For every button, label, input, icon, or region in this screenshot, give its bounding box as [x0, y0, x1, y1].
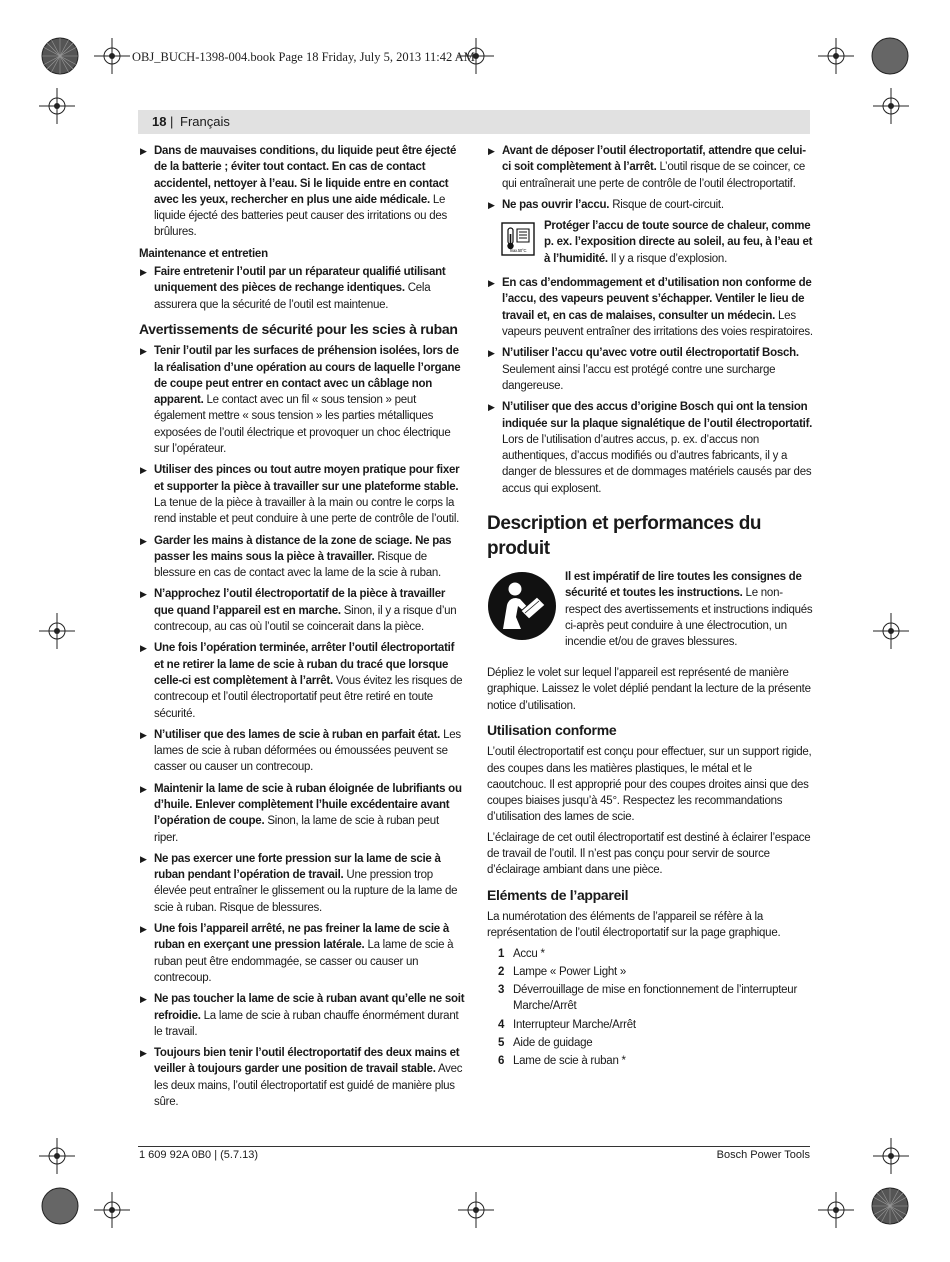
- book-file-header: OBJ_BUCH-1398-004.book Page 18 Friday, July 5, 2013 11:42 AM: [132, 50, 475, 64]
- bullet-arrow-icon: ▶: [488, 199, 495, 210]
- warning-bullet: ▶ Dans de mauvaises conditions, du liquide peut être éjecté de la batterie ; éviter tout contact. En cas de contact accidentel, nettoyer à l’eau. Si le liquide entre en contact avec les yeux, rechercher en plus une aide médicale. Le liquide éjecté des batteries peut causer des irritations ou des brûlures.: [140, 145, 457, 239]
- warning-bullet: ▶ N’utiliser que des lames de scie à ruban en parfait état. Les lames de scie à ruban déformées ou émoussées peuvent se casser ou causer un contrecoup.: [140, 728, 461, 774]
- crop-mark-top-right-disc: [870, 36, 910, 76]
- warning-bullet: ▶ Ne pas exercer une forte pression sur la lame de scie à ruban pendant l’opération de travail. Une pression trop élevée peut entraîner le glissement ou la rupture de la lame de scie à ruban. Risque de blessures.: [140, 852, 458, 914]
- crosshair-mark-left-2: [39, 613, 75, 649]
- warning-bullet: ▶ Utiliser des pinces ou tout autre moyen pratique pour fixer et supporter la pièce à travailler sur une plateforme stable. La tenue de la pièce à travailler à la main ou contre le corps la rend instable et peut conduire à une perte de contrôle de l’outil.: [140, 464, 460, 526]
- crosshair-mark-top-3: [818, 38, 854, 74]
- heat-icon-label: max.50°C: [509, 248, 527, 254]
- bullet-arrow-icon: ▶: [140, 994, 147, 1005]
- page-language: Français: [180, 114, 230, 129]
- warning-bullet: ▶ Faire entretenir l’outil par un réparateur qualifié utilisant uniquement des pièces de rechange identiques. Cela assurera que la sécurité de l’outil est maintenue.: [140, 266, 446, 311]
- bullet-arrow-icon: ▶: [140, 465, 147, 476]
- fold-out-paragraph: Dépliez le volet sur lequel l’appareil est représenté de manière graphique. Laissez le volet déplié pendant la lecture de la présente notice d’utilisation.: [487, 667, 811, 712]
- product-features-heading: Eléments de l’appareil: [487, 886, 629, 903]
- warning-bullet: ▶ Garder les mains à distance de la zone de sciage. Ne pas passer les mains sous la pièce à travailler. Risque de blessure en cas de contact avec la lame de la scie à ruban.: [140, 534, 452, 580]
- list-item: 5 Aide de guidage: [498, 1036, 593, 1049]
- warning-bullet: ▶ Ne pas toucher la lame de scie à ruban avant qu’elle ne soit refroidie. La lame de scie à ruban chauffe énormément durant le travail.: [140, 993, 465, 1038]
- read-manual-icon: [487, 571, 557, 641]
- bullet-arrow-icon: ▶: [488, 278, 495, 289]
- read-instructions-block: Il est impératif de lire toutes les consignes de sécurité et toutes les instructions. Le non-respect des avertissements et instructions indiqués ci-après peut conduire à une électrocution, un incendie et/ou de graves blessures.: [487, 569, 813, 659]
- crosshair-mark-right-1: [873, 88, 909, 124]
- intended-use-paragraph: L’outil électroportatif est conçu pour effectuer, sur un support rigide, des coupes dans les matières plastiques, le métal et le caoutchouc. Il est approprié pour des coupes droites ainsi que des coupes biaises jusqu’à 45°. Respectez les recommandations d’utilisation des lames de scie.: [487, 746, 812, 824]
- footer-divider: [138, 1146, 810, 1147]
- footer-brand: Bosch Power Tools: [716, 1149, 810, 1161]
- bullet-arrow-icon: ▶: [140, 729, 147, 740]
- list-item: 1 Accu *: [498, 947, 545, 960]
- warning-bullet: ▶ N’approchez l’outil électroportatif de la pièce à travailler que quand l’appareil est en marche. Sinon, il y a risque d’un contrecoup, au cas où l’outil se coincerait dans la pièce.: [140, 588, 457, 634]
- crosshair-mark-right-2: [873, 613, 909, 649]
- warning-bullet: ▶ N’utiliser l’accu qu’avec votre outil électroportatif Bosch. Seulement ainsi l’accu est protégé contre une surcharge dangereuse.: [488, 347, 799, 392]
- bandsaw-safety-heading: Avertissements de sécurité pour les scies à ruban: [139, 320, 458, 337]
- lighting-paragraph: L’éclairage de cet outil électroportatif est destiné à éclairer l’espace de travail de l’outil. Il n’est pas conçu pour servir de source d’éclairage ambiant dans une pièce.: [487, 831, 811, 877]
- bullet-arrow-icon: ▶: [140, 589, 147, 600]
- left-column: [139, 143, 465, 1115]
- crosshair-mark-left-3: [39, 1138, 75, 1174]
- bullet-arrow-icon: ▶: [488, 146, 495, 156]
- bullet-arrow-icon: ▶: [140, 924, 147, 935]
- bullet-arrow-icon: ▶: [140, 643, 147, 654]
- page-number: 18: [152, 114, 167, 129]
- warning-bullet: ▶ N’utiliser que des accus d’origine Bosch qui ont la tension indiquée sur la plaque signalétique de l’outil électroportatif. Lors de l’utilisation d’autres accus, p. ex. d’accus non authentiques, d’accus modifiés ou d’autres fabricants, il y a danger de blessures et de dommages matériels causés par des accus qui explosent.: [488, 401, 813, 495]
- list-item: 3 Déverrouillage de mise en fonctionnement de l’interrupteur Marche/Arrêt: [498, 984, 798, 1013]
- bullet-arrow-icon: ▶: [140, 783, 147, 794]
- crosshair-mark-left-1: [39, 88, 75, 124]
- crosshair-mark-right-3: [873, 1138, 909, 1174]
- page-header-separator: |: [170, 114, 174, 129]
- heat-warning-block: max.50°C Protéger l’accu de toute source de chaleur, comme p. ex. l’exposition directe au soleil, au feu, à l’eau et à l’humidité. Il y a risque d’explosion.: [487, 218, 813, 270]
- warning-bullet: ▶ Ne pas ouvrir l’accu. Risque de court-circuit.: [488, 198, 724, 211]
- bullet-arrow-icon: ▶: [140, 853, 147, 864]
- maintenance-heading: Maintenance et entretien: [139, 247, 268, 260]
- warning-bullet: ▶ Maintenir la lame de scie à ruban éloignée de lubrifiants ou d’huile. Enlever complètement l’huile excédentaire avant l’opération de coupe. Sinon, la lame de scie à ruban peut riper.: [140, 782, 462, 844]
- crosshair-mark-top-1: [94, 38, 130, 74]
- right-column: [487, 143, 813, 1072]
- description-heading: Description et performances du produit: [487, 513, 762, 560]
- intended-use-heading: Utilisation conforme: [487, 721, 617, 738]
- crop-mark-bottom-right-rosette: [870, 1186, 910, 1226]
- battery-heat-warning-icon: [501, 222, 535, 256]
- bullet-arrow-icon: ▶: [140, 1048, 147, 1059]
- page-header-bar: [138, 110, 810, 134]
- warning-bullet: ▶ En cas d’endommagement et d’utilisation non conforme de l’accu, des vapeurs peuvent s’échapper. Ventiler le lieu de travail et, en cas de malaises, consulter un médecin. Les vapeurs peuvent entraîner des irritations des voies respiratoires.: [488, 277, 813, 339]
- crosshair-mark-bottom-3: [818, 1192, 854, 1228]
- warning-bullet: ▶ Une fois l’appareil arrêté, ne pas freiner la lame de scie à ruban en exerçant une pression latérale. La lame de scie à ruban peut être endommagée, se casser ou causer un contrecoup.: [140, 923, 454, 984]
- crosshair-mark-bottom-2: [458, 1192, 494, 1228]
- bullet-arrow-icon: ▶: [140, 267, 147, 278]
- list-item: 2 Lampe « Power Light »: [498, 965, 627, 978]
- crop-mark-top-left-rosette: [40, 36, 80, 76]
- footer-document-number: 1 609 92A 0B0 | (5.7.13): [139, 1149, 259, 1161]
- crop-mark-bottom-left-disc: [40, 1186, 80, 1226]
- warning-bullet: ▶ Une fois l’opération terminée, arrêter l’outil électroportatif et ne retirer la lame de scie à ruban du tracé que lorsque celle-ci est complètement à l’arrêt. Vous évitez les risques de contrecoup et l’outil électroportatif peut être retiré en toute sécurité.: [140, 642, 463, 720]
- product-features-intro: La numérotation des éléments de l’appareil se réfère à la représentation de l’outil électroportatif sur la page graphique.: [487, 910, 781, 940]
- bullet-arrow-icon: ▶: [488, 402, 495, 413]
- bullet-arrow-icon: ▶: [488, 348, 495, 359]
- warning-bullet: ▶ Tenir l’outil par les surfaces de préhension isolées, lors de la réalisation d’une opération au cours de laquelle l’organe de coupe peut entrer en contact avec un câblage non apparent. Le contact avec un fil « sous tension » peut également mettre « sous tension » les parties métalliques exposées de l’outil électrique et provoquer un choc électrique sur l’opérateur.: [140, 345, 461, 456]
- list-item: 4 Interrupteur Marche/Arrêt: [498, 1018, 636, 1031]
- bullet-arrow-icon: ▶: [140, 346, 147, 357]
- crosshair-mark-bottom-1: [94, 1192, 130, 1228]
- bullet-arrow-icon: ▶: [140, 146, 147, 156]
- bullet-arrow-icon: ▶: [140, 535, 147, 546]
- list-item: 6 Lame de scie à ruban *: [498, 1055, 626, 1068]
- warning-bullet: ▶ Avant de déposer l’outil électroportatif, attendre que celui-ci soit complètement à l’arrêt. L’outil risque de se coincer, ce qui entraînerait une perte de contrôle de l’outil électroportatif.: [488, 145, 806, 190]
- warning-bullet: ▶ Toujours bien tenir l’outil électroportatif des deux mains et veiller à toujours garder une position de travail stable. Avec les deux mains, l’outil électroportatif est guidé de manière plus sûre.: [140, 1047, 463, 1109]
